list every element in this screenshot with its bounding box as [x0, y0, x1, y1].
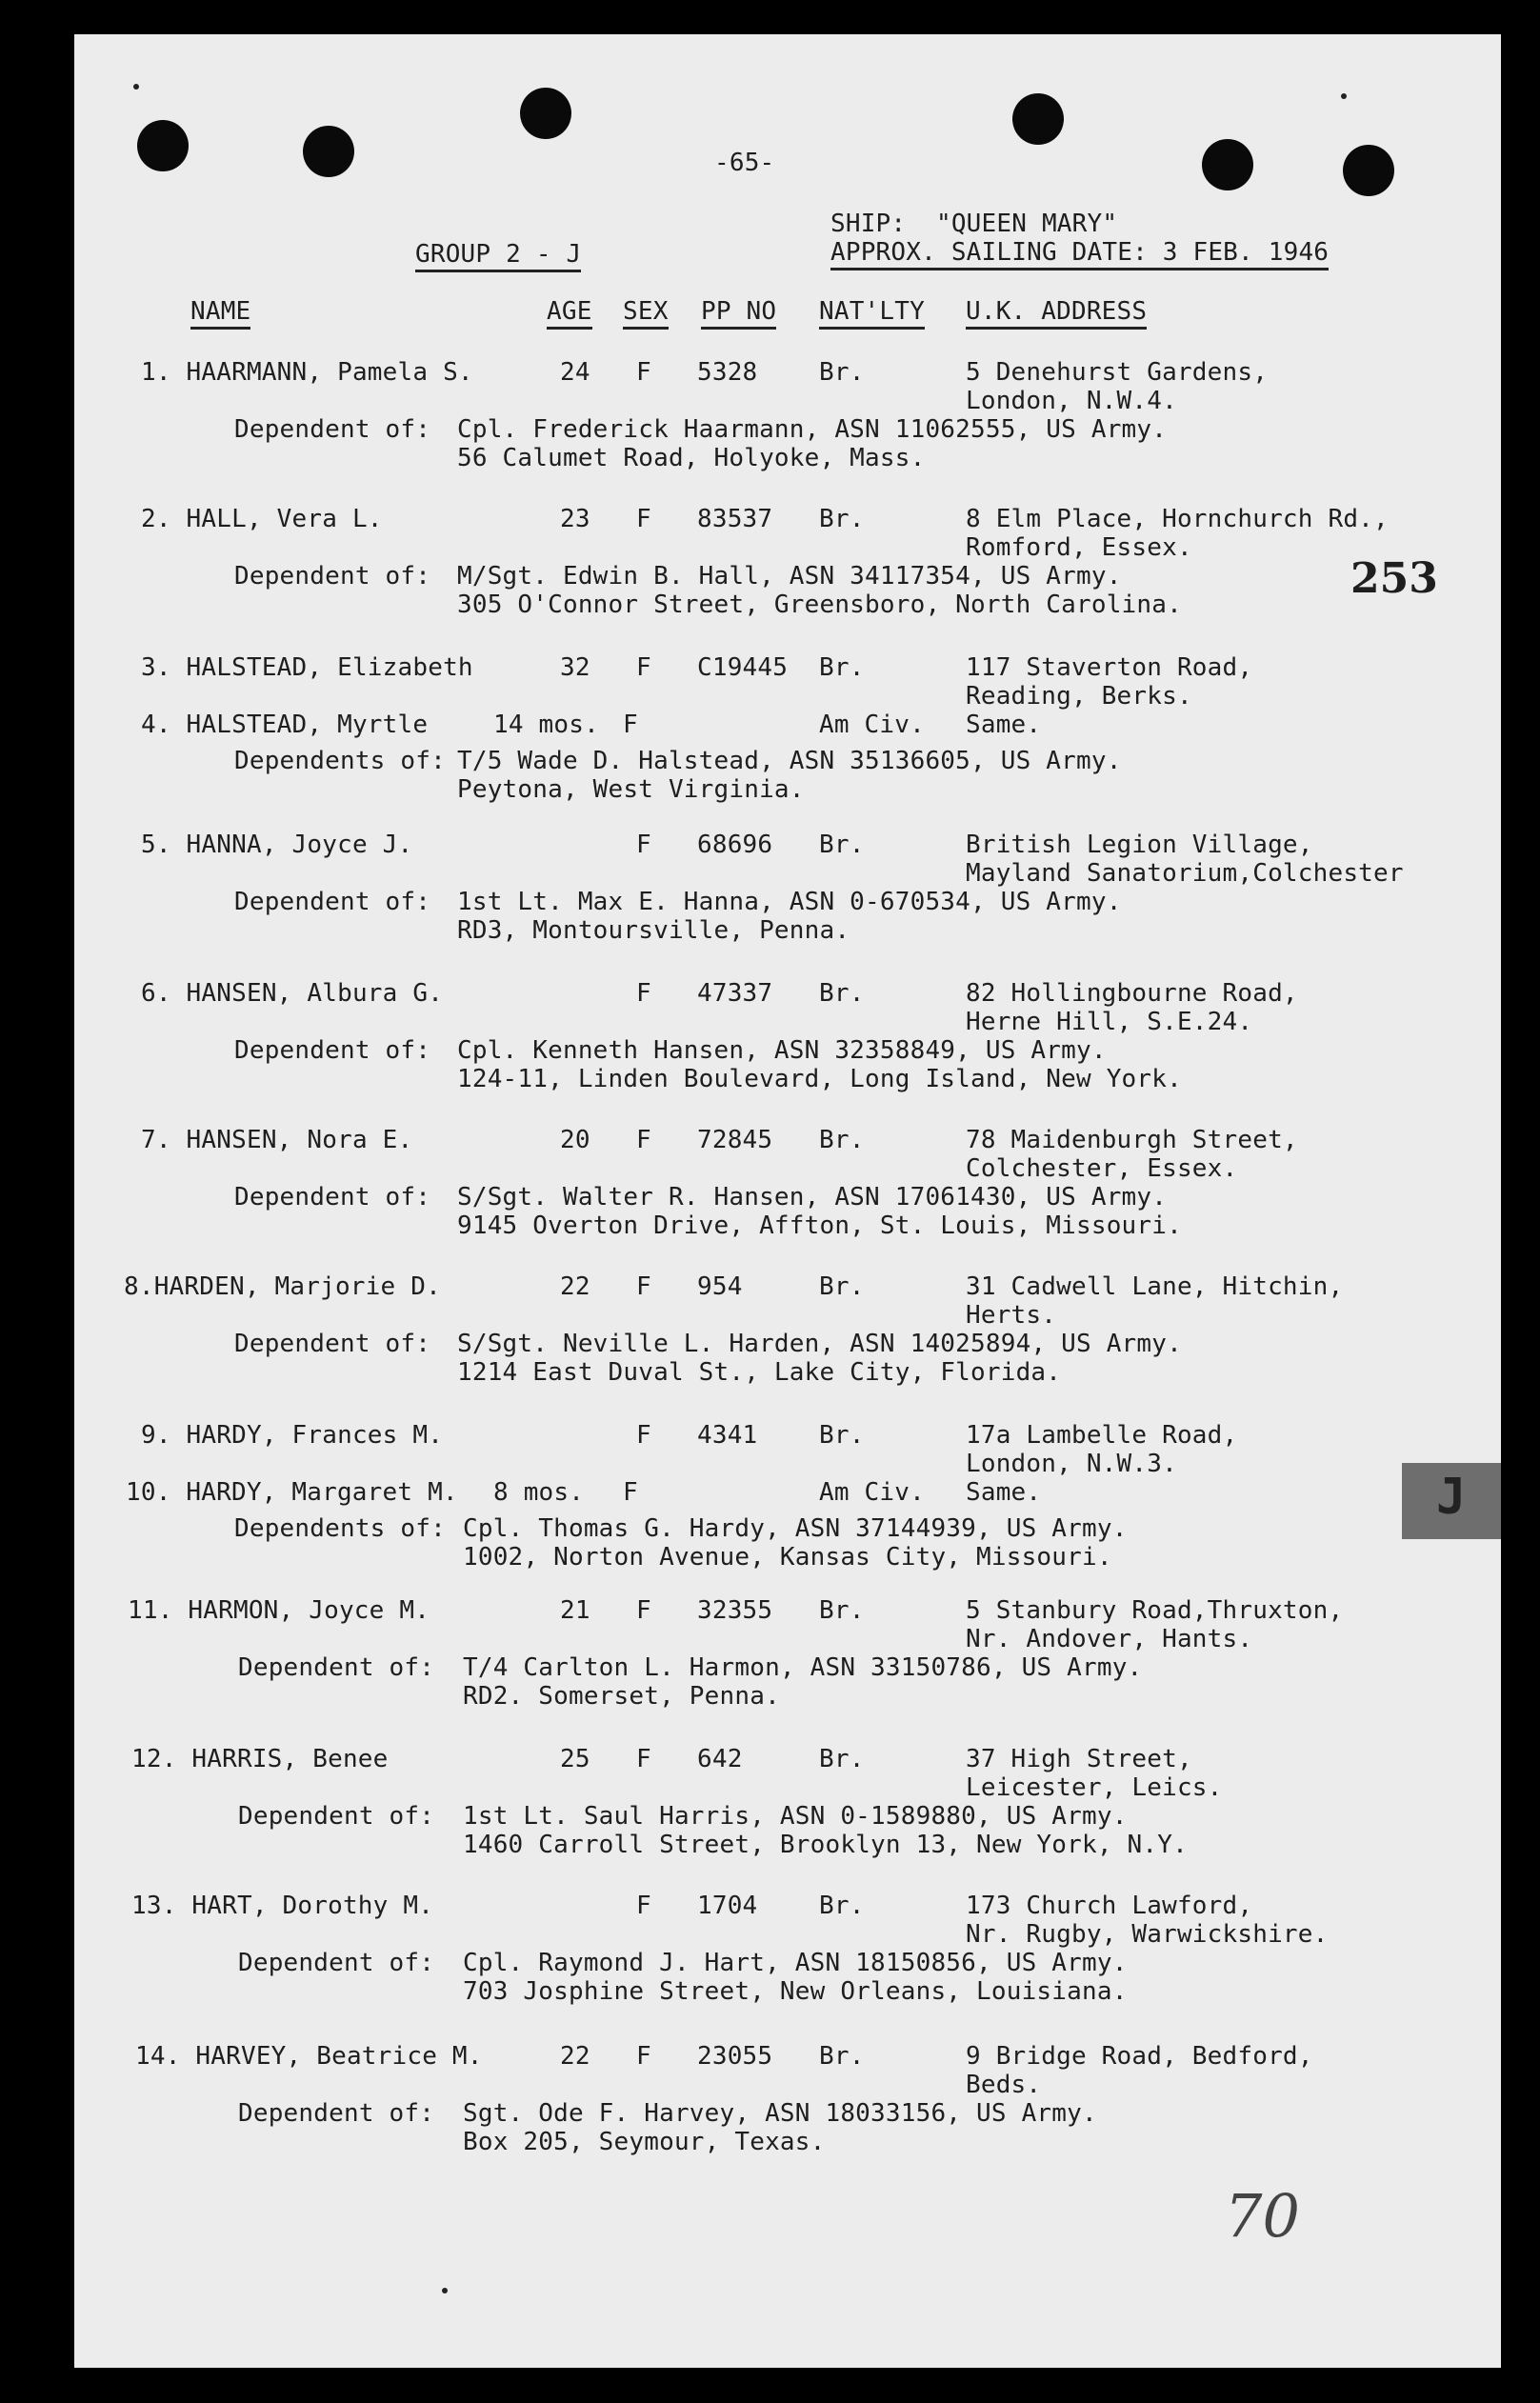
col-address-label: U.K. ADDRESS — [966, 297, 1147, 330]
uk-address-line-1: 37 High Street, — [966, 1745, 1192, 1773]
punch-hole — [520, 88, 571, 139]
uk-address-line-2: Mayland Sanatorium,Colchester — [966, 859, 1404, 888]
passenger-sex: F — [623, 1478, 638, 1507]
passenger-name: 10. HARDY, Margaret M. — [126, 1478, 458, 1507]
handwritten-number: 70 — [1225, 2181, 1300, 2251]
col-sex-label: SEX — [623, 297, 669, 330]
passenger-age: 20 — [560, 1126, 590, 1154]
uk-address-line-2: Leicester, Leics. — [966, 1773, 1223, 1802]
passenger-name: 12. HARRIS, Benee — [131, 1745, 389, 1773]
passenger-age: 24 — [560, 358, 590, 387]
uk-address-line-2: Reading, Berks. — [966, 682, 1192, 711]
punch-hole — [1202, 139, 1253, 190]
stamped-page-number: 253 — [1350, 554, 1438, 603]
dependent-label: Dependent of: — [234, 1183, 431, 1212]
passenger-name: 5. HANNA, Joyce J. — [141, 831, 413, 859]
group-label: GROUP 2 - J — [415, 240, 581, 272]
punch-hole — [1012, 93, 1064, 145]
passport-number: 68696 — [697, 831, 773, 859]
dependent-label: Dependent of: — [234, 1036, 431, 1065]
document-page — [74, 34, 1501, 2368]
punch-hole — [1343, 145, 1394, 196]
col-natlty — [819, 297, 925, 326]
passenger-age: 22 — [560, 2042, 590, 2071]
nationality: Br. — [819, 1421, 865, 1450]
nationality: Br. — [819, 505, 865, 533]
uk-address-line-1: 31 Cadwell Lane, Hitchin, — [966, 1272, 1344, 1301]
sponsor-line-2: Box 205, Seymour, Texas. — [463, 2128, 826, 2156]
passenger-age: 32 — [560, 653, 590, 682]
uk-address-line-2: London, N.W.3. — [966, 1450, 1177, 1478]
passenger-age: 22 — [560, 1272, 590, 1301]
sponsor-line-1: T/4 Carlton L. Harmon, ASN 33150786, US Army. — [463, 1653, 1143, 1682]
col-pp — [701, 297, 776, 326]
sponsor-line-2: 9145 Overton Drive, Affton, St. Louis, Missouri. — [457, 1212, 1182, 1240]
sailing-date — [830, 238, 1329, 267]
passenger-age: 8 mos. — [493, 1478, 585, 1507]
nationality: Br. — [819, 1745, 865, 1773]
passport-number: 83537 — [697, 505, 773, 533]
passenger-age: 14 mos. — [493, 711, 599, 739]
passport-number: 32355 — [697, 1596, 773, 1625]
passport-number: 1704 — [697, 1892, 758, 1920]
uk-address-line-1: 173 Church Lawford, — [966, 1892, 1253, 1920]
passenger-name: 14. HARVEY, Beatrice M. — [135, 2042, 483, 2071]
nationality: Am Civ. — [819, 711, 925, 739]
uk-address-line-2: London, N.W.4. — [966, 387, 1177, 415]
uk-address-line-1: 9 Bridge Road, Bedford, — [966, 2042, 1313, 2071]
sponsor-line-1: T/5 Wade D. Halstead, ASN 35136605, US Army. — [457, 747, 1122, 775]
page-marker: -65- — [714, 149, 775, 177]
passenger-name: 1. HAARMANN, Pamela S. — [141, 358, 473, 387]
passenger-sex: F — [636, 1126, 651, 1154]
uk-address-line-1: British Legion Village, — [966, 831, 1313, 859]
speck — [133, 84, 139, 90]
nationality: Br. — [819, 979, 865, 1008]
passenger-name: 7. HANSEN, Nora E. — [141, 1126, 413, 1154]
col-sex — [623, 297, 669, 326]
sponsor-line-1: Cpl. Kenneth Hansen, ASN 32358849, US Army. — [457, 1036, 1107, 1065]
sponsor-line-1: Sgt. Ode F. Harvey, ASN 18033156, US Army. — [463, 2099, 1097, 2128]
dependent-label: Dependent of: — [238, 2099, 435, 2128]
passenger-sex: F — [636, 1596, 651, 1625]
col-name-label: NAME — [190, 297, 250, 330]
ship-name: SHIP: "QUEEN MARY" — [830, 210, 1118, 238]
col-pp-label: PP NO — [701, 297, 776, 330]
col-natlty-label: NAT'LTY — [819, 297, 925, 330]
passenger-sex: F — [636, 979, 651, 1008]
uk-address-line-1: 8 Elm Place, Hornchurch Rd., — [966, 505, 1389, 533]
sponsor-line-2: 56 Calumet Road, Holyoke, Mass. — [457, 444, 926, 472]
passport-number: 47337 — [697, 979, 773, 1008]
dependent-label: Dependent of: — [238, 1802, 435, 1831]
sponsor-line-2: 305 O'Connor Street, Greensboro, North Carolina. — [457, 591, 1182, 619]
col-age — [547, 297, 592, 326]
passport-number: 23055 — [697, 2042, 773, 2071]
uk-address-line-1: 82 Hollingbourne Road, — [966, 979, 1298, 1008]
uk-address-line-2: Herts. — [966, 1301, 1057, 1330]
passenger-sex: F — [636, 1745, 651, 1773]
nationality: Br. — [819, 653, 865, 682]
dependent-label: Dependents of: — [234, 747, 446, 775]
group-heading — [415, 240, 581, 269]
sponsor-line-1: M/Sgt. Edwin B. Hall, ASN 34117354, US Army. — [457, 562, 1122, 591]
punch-hole — [137, 120, 189, 171]
nationality: Br. — [819, 831, 865, 859]
passport-number: 4341 — [697, 1421, 758, 1450]
passenger-sex: F — [636, 1421, 651, 1450]
col-name — [190, 297, 250, 326]
uk-address-line-1: Same. — [966, 1478, 1042, 1507]
passenger-name: 11. HARMON, Joyce M. — [128, 1596, 430, 1625]
sponsor-line-2: 124-11, Linden Boulevard, Long Island, New York. — [457, 1065, 1182, 1093]
sponsor-line-2: 1214 East Duval St., Lake City, Florida. — [457, 1358, 1062, 1387]
punch-hole — [303, 126, 354, 177]
passenger-sex: F — [623, 711, 638, 739]
sponsor-line-2: 1002, Norton Avenue, Kansas City, Missouri. — [463, 1543, 1112, 1572]
passenger-name: 9. HARDY, Frances M. — [141, 1421, 444, 1450]
uk-address-line-2: Romford, Essex. — [966, 533, 1192, 562]
uk-address-line-1: 5 Stanbury Road,Thruxton, — [966, 1596, 1344, 1625]
sponsor-line-2: Peytona, West Virginia. — [457, 775, 805, 804]
passenger-name: 13. HART, Dorothy M. — [131, 1892, 434, 1920]
dependent-label: Dependent of: — [238, 1653, 435, 1682]
uk-address-line-1: 117 Staverton Road, — [966, 653, 1253, 682]
passport-number: 5328 — [697, 358, 758, 387]
sailing-label: APPROX. SAILING DATE: 3 FEB. 1946 — [830, 238, 1329, 270]
passenger-sex: F — [636, 1892, 651, 1920]
uk-address-line-2: Colchester, Essex. — [966, 1154, 1238, 1183]
sponsor-line-2: RD2. Somerset, Penna. — [463, 1682, 780, 1711]
dependent-label: Dependents of: — [234, 1514, 446, 1543]
speck — [442, 2288, 448, 2293]
passport-number: C19445 — [697, 653, 789, 682]
sponsor-line-1: S/Sgt. Walter R. Hansen, ASN 17061430, US Army. — [457, 1183, 1168, 1212]
nationality: Br. — [819, 358, 865, 387]
passenger-sex: F — [636, 831, 651, 859]
passenger-sex: F — [636, 2042, 651, 2071]
dependent-label: Dependent of: — [234, 888, 431, 916]
passenger-name: 8.HARDEN, Marjorie D. — [124, 1272, 441, 1301]
index-tab-letter: J — [1436, 1469, 1467, 1526]
sponsor-line-1: 1st Lt. Saul Harris, ASN 0-1589880, US Army. — [463, 1802, 1128, 1831]
sponsor-line-1: S/Sgt. Neville L. Harden, ASN 14025894, US Army. — [457, 1330, 1182, 1358]
passenger-name: 3. HALSTEAD, Elizabeth — [141, 653, 473, 682]
col-address — [966, 297, 1147, 326]
uk-address-line-1: 5 Denehurst Gardens, — [966, 358, 1269, 387]
nationality: Br. — [819, 1892, 865, 1920]
passenger-name: 4. HALSTEAD, Myrtle — [141, 711, 429, 739]
sponsor-line-2: 703 Josphine Street, New Orleans, Louisiana. — [463, 1977, 1128, 2006]
passport-number: 954 — [697, 1272, 743, 1301]
passenger-age: 23 — [560, 505, 590, 533]
passport-number: 642 — [697, 1745, 743, 1773]
dependent-label: Dependent of: — [234, 1330, 431, 1358]
sponsor-line-2: 1460 Carroll Street, Brooklyn 13, New York, N.Y. — [463, 1831, 1188, 1859]
nationality: Br. — [819, 1272, 865, 1301]
dependent-label: Dependent of: — [238, 1949, 435, 1977]
passenger-sex: F — [636, 653, 651, 682]
uk-address-line-2: Beds. — [966, 2071, 1042, 2099]
speck — [1341, 93, 1347, 99]
passenger-age: 21 — [560, 1596, 590, 1625]
passenger-name: 6. HANSEN, Albura G. — [141, 979, 444, 1008]
sponsor-line-1: Cpl. Thomas G. Hardy, ASN 37144939, US Army. — [463, 1514, 1128, 1543]
nationality: Br. — [819, 1596, 865, 1625]
nationality: Am Civ. — [819, 1478, 925, 1507]
passenger-age: 25 — [560, 1745, 590, 1773]
passenger-sex: F — [636, 1272, 651, 1301]
passport-number: 72845 — [697, 1126, 773, 1154]
passenger-sex: F — [636, 505, 651, 533]
dependent-label: Dependent of: — [234, 562, 431, 591]
uk-address-line-1: Same. — [966, 711, 1042, 739]
sponsor-line-1: Cpl. Raymond J. Hart, ASN 18150856, US Army. — [463, 1949, 1128, 1977]
sponsor-line-2: RD3, Montoursville, Penna. — [457, 916, 850, 945]
nationality: Br. — [819, 1126, 865, 1154]
nationality: Br. — [819, 2042, 865, 2071]
uk-address-line-2: Nr. Rugby, Warwickshire. — [966, 1920, 1329, 1949]
sponsor-line-1: Cpl. Frederick Haarmann, ASN 11062555, US Army. — [457, 415, 1168, 444]
sponsor-line-1: 1st Lt. Max E. Hanna, ASN 0-670534, US Army. — [457, 888, 1122, 916]
passenger-sex: F — [636, 358, 651, 387]
uk-address-line-2: Herne Hill, S.E.24. — [966, 1008, 1253, 1036]
col-age-label: AGE — [547, 297, 592, 330]
uk-address-line-1: 78 Maidenburgh Street, — [966, 1126, 1298, 1154]
uk-address-line-2: Nr. Andover, Hants. — [966, 1625, 1253, 1653]
passenger-name: 2. HALL, Vera L. — [141, 505, 383, 533]
dependent-label: Dependent of: — [234, 415, 431, 444]
uk-address-line-1: 17a Lambelle Road, — [966, 1421, 1238, 1450]
